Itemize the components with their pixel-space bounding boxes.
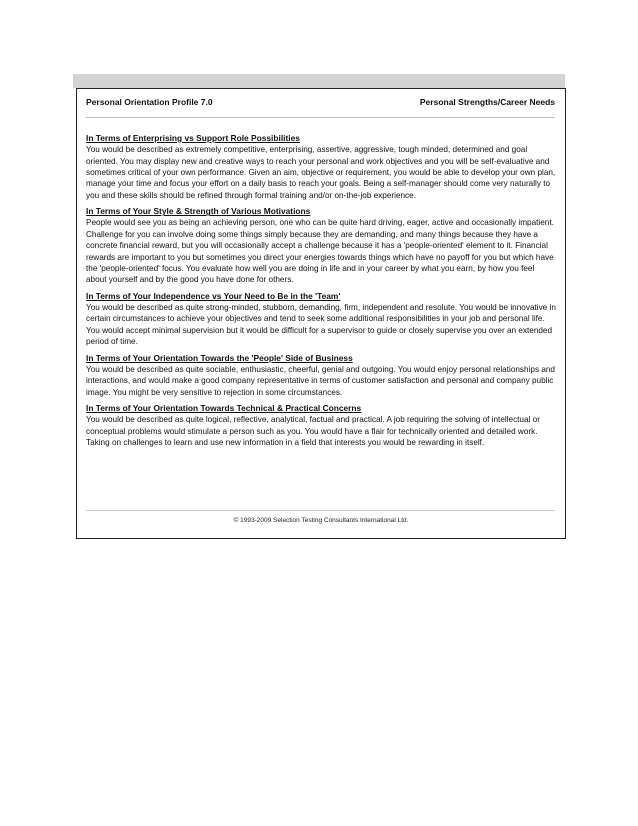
section-enterprising xyxy=(86,133,557,201)
header-divider xyxy=(86,117,555,118)
top-gray-band xyxy=(73,74,565,88)
section-people-orientation xyxy=(86,353,557,398)
profile-title: Personal Orientation Profile 7.0 xyxy=(86,97,213,107)
report-content xyxy=(86,133,557,454)
report-page xyxy=(76,88,566,539)
section-heading: In Terms of Your Orientation Towards the 'People' Side of Business xyxy=(86,352,353,363)
section-heading: In Terms of Your Style & Strength of Various Motivations xyxy=(86,206,311,217)
section-technical-orientation xyxy=(86,403,557,448)
section-text: You would be described as quite logical, reflective, analytical, factual and practical. A job requiring the solving of intellectual or conceptual problems would stimulate a person such as you. You would have a flair for technically oriented and detailed work. Taking on challenges to learn and use new information in a field that interests you would be rewarding in itself. xyxy=(86,415,540,448)
copyright-footer: © 1993-2009 Selection Testing Consultants International Ltd. xyxy=(233,517,409,524)
section-text: People would see you as being an achieving person, one who can be quite hard driving, eager, active and occasionally impatient. Challenge for you can involve doing some things simply because they are demanding, and many things because they have a concrete financial reward, but you will occasionally accept a challenge because it has a 'people-oriented' element to it. Financial rewards are important to you but sometimes you direct your energies towards things which have no payoff for you but which have the 'people-oriented' focus. You evaluate how well you are doing in life and in your career by what you earn, by how you feel about yourself and by the good you have done for others. xyxy=(86,218,554,285)
section-text: You would be described as extremely competitive, enterprising, assertive, aggressive, tough minded, determined and goal oriented. You may display new and creative ways to reach your personal and work objectives and you will be self-evaluative and sometimes critical of your own performance. Given an aim, objective or requirement, you would be able to develop your own plan, manage your time and focus your effort on a daily basis to reach your goals. Being a self-manager should come very naturally to you and these skills should be refined through formal training and/or on-the-job experience. xyxy=(86,145,556,200)
footer-divider xyxy=(86,510,555,511)
section-heading: In Terms of Enterprising vs Support Role Possibilities xyxy=(86,133,300,143)
section-motivations xyxy=(86,206,557,286)
section-independence xyxy=(86,291,557,348)
section-text: You would be described as quite sociable, enthusiastic, cheerful, genial and outgoing. You would enjoy personal relationships and interactions, and would make a good company representative in terms of customer satisfaction and personal and company public image. You might be very sensitive to rejection in some circumstances. xyxy=(86,364,555,397)
section-heading: In Terms of Your Orientation Towards Technical & Practical Concerns xyxy=(86,403,362,414)
page-header xyxy=(86,97,555,111)
section-heading: In Terms of Your Independence vs Your Need to Be in the 'Team' xyxy=(86,290,341,301)
section-category-title: Personal Strengths/Career Needs xyxy=(419,97,555,107)
section-text: You would be described as quite strong-minded, stubborn, demanding, firm, independent and resolute. You would be innovative in certain circumstances to achieve your objectives and tend to seek some additional responsibilities in your job and personal life. You would accept minimal supervision but it would be difficult for a supervisor to guide or closely supervise you over an extended period of time. xyxy=(86,303,556,347)
